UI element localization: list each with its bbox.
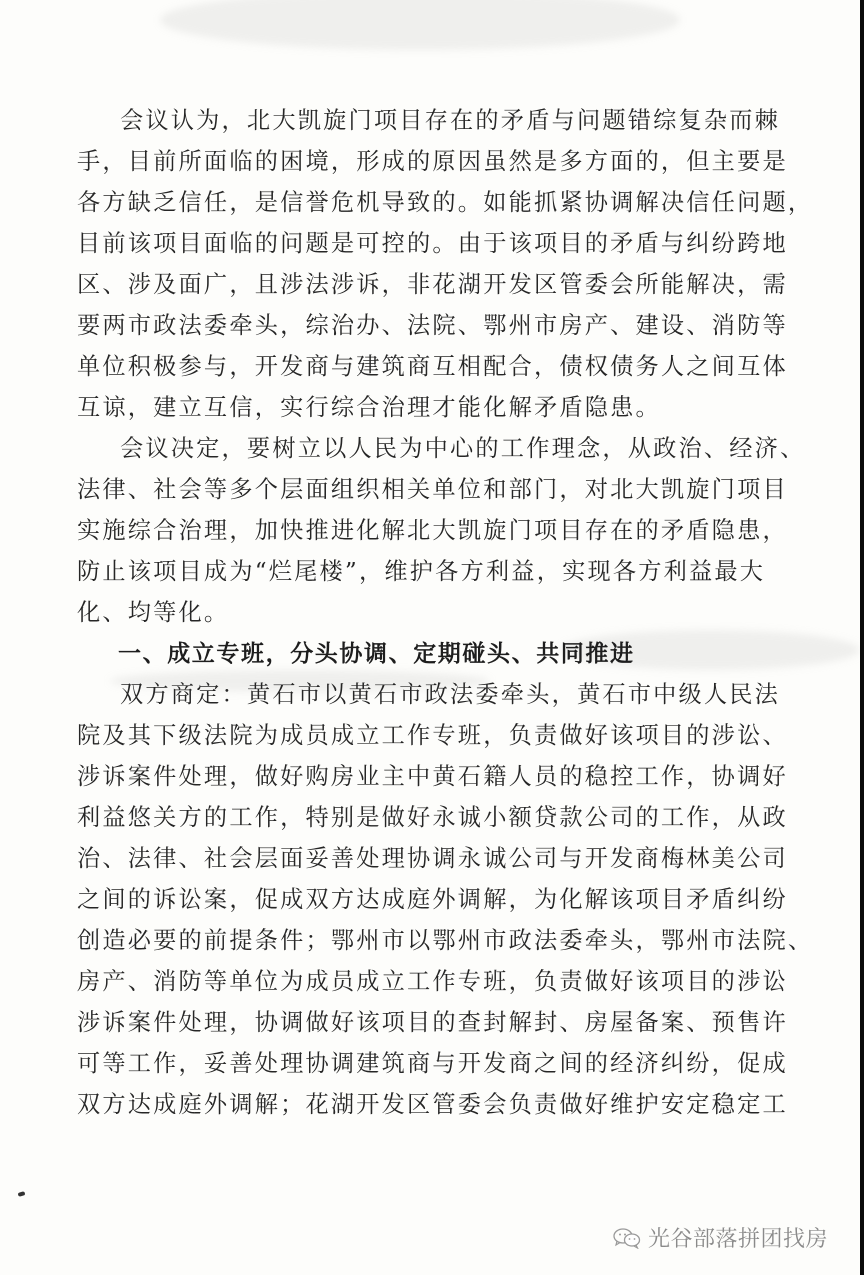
paragraph-line: 要两市政法委牵头，综治办、法院、鄂州市房产、建设、消防等 [77, 312, 788, 339]
paragraph-line: 各方缺乏信任，是信誉危机导致的。如能抓紧协调解决信任问题， [77, 189, 814, 216]
paragraph-line: 创造必要的前提条件；鄂州市以鄂州市政法委牵头，鄂州市法院、 [77, 927, 814, 954]
paragraph-line: 区、涉及面广，且涉法涉诉，非花湖开发区管委会所能解决，需 [77, 271, 788, 298]
paragraph-line: 双方达成庭外调解；花湖开发区管委会负责做好维护安定稳定工 [77, 1091, 788, 1118]
paragraph-line: 单位积极参与，开发商与建筑商互相配合，债权债务人之间互体 [77, 353, 788, 380]
paragraph-line: 会议认为，北大凯旋门项目存在的矛盾与问题错综复杂而棘 [120, 107, 781, 134]
paragraph-line: 实施综合治理，加快推进化解北大凯旋门项目存在的矛盾隐患， [77, 517, 788, 544]
paragraph-line: 手，目前所面临的困境，形成的原因虽然是多方面的，但主要是 [77, 148, 788, 175]
paragraph-line: 利益悠关方的工作，特别是做好永诚小额贷款公司的工作，从政 [77, 804, 788, 831]
wechat-icon [612, 1227, 642, 1249]
watermark-text: 光谷部落拼团找房 [648, 1227, 829, 1252]
paragraph-line: 治、法律、社会层面妥善处理协调永诚公司与开发商梅林美公司 [77, 845, 788, 872]
ink-speck [18, 1191, 26, 1197]
paragraph-line: 房产、消防等单位为成员成立工作专班，负责做好该项目的涉讼 [77, 968, 788, 995]
watermark [612, 1222, 828, 1253]
paragraph-line: 化、均等化。 [77, 599, 230, 626]
paper-smudge [160, 0, 680, 50]
section-heading: 一、成立专班，分头协调、定期碰头、共同推进 [118, 641, 635, 667]
paragraph-line: 涉诉案件处理，协调做好该项目的查封解封、房屋备案、预售许 [77, 1009, 788, 1036]
paragraph-line: 互谅，建立互信，实行综合治理才能化解矛盾隐患。 [77, 394, 661, 421]
paragraph-line: 法律、社会等多个层面组织相关单位和部门，对北大凯旋门项目 [77, 476, 788, 503]
paragraph-line: 防止该项目成为“烂尾楼”，维护各方利益，实现各方利益最大 [77, 558, 766, 585]
paragraph-line: 涉诉案件处理，做好购房业主中黄石籍人员的稳控工作，协调好 [77, 763, 788, 790]
paragraph-line: 之间的诉讼案，促成双方达成庭外调解，为化解该项目矛盾纠纷 [77, 886, 788, 913]
paragraph-line: 会议决定，要树立以人民为中心的工作理念，从政治、经济、 [120, 435, 806, 462]
paragraph-line: 院及其下级法院为成员成立工作专班，负责做好该项目的涉讼、 [77, 722, 788, 749]
paragraph-line: 目前该项目面临的问题是可控的。由于该项目的矛盾与纠纷跨地 [77, 230, 788, 257]
paragraph-line: 双方商定：黄石市以黄石市政法委牵头，黄石市中级人民法 [120, 681, 781, 708]
paragraph-line: 可等工作，妥善处理协调建筑商与开发商之间的经济纠纷，促成 [77, 1050, 788, 1077]
scan-edge [860, 0, 864, 1275]
